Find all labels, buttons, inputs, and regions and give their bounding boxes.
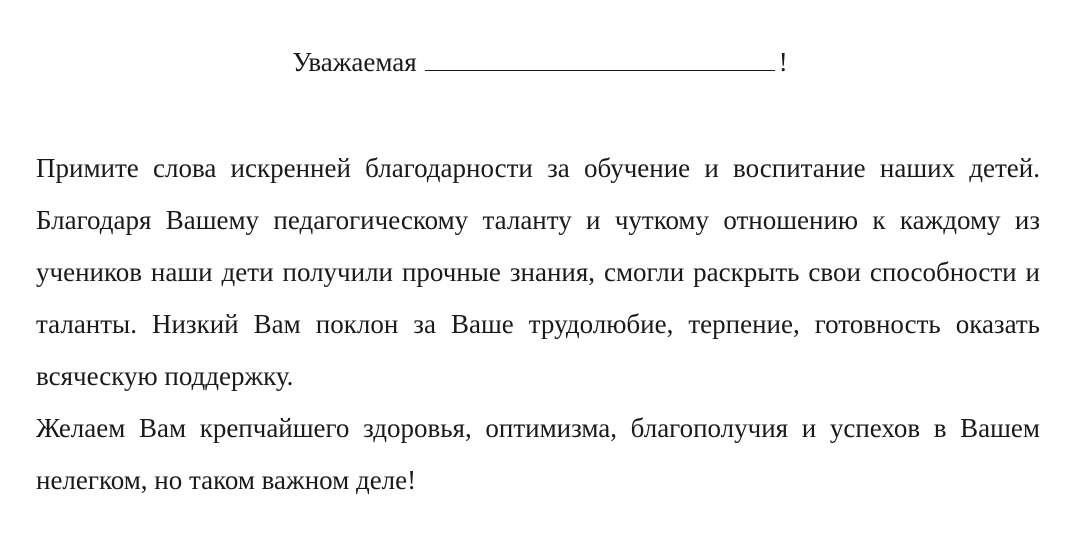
salutation-prefix: Уважаемая (292, 47, 417, 77)
salutation-exclamation: ! (778, 47, 788, 77)
name-blank-line (425, 44, 775, 71)
paragraph-wishes: Желаем Вам крепчайшего здоровья, оптимизма, благополучия и успехов в Вашем нелегком, но таком важном деле! (36, 413, 1040, 495)
salutation-line (0, 44, 1080, 79)
paragraph-gratitude: Примите слова искренней благодарности за обучение и воспитание наших детей. Благодаря Вашему педагогическому таланту и чуткому отношению к каждому из учеников наши дети получили прочные знания, смогли раскрыть свои способности и таланты. Низкий Вам поклон за Ваше трудолюбие, терпение, готовность оказать всяческую поддержку. (36, 153, 1040, 391)
letter-body (36, 142, 1040, 506)
